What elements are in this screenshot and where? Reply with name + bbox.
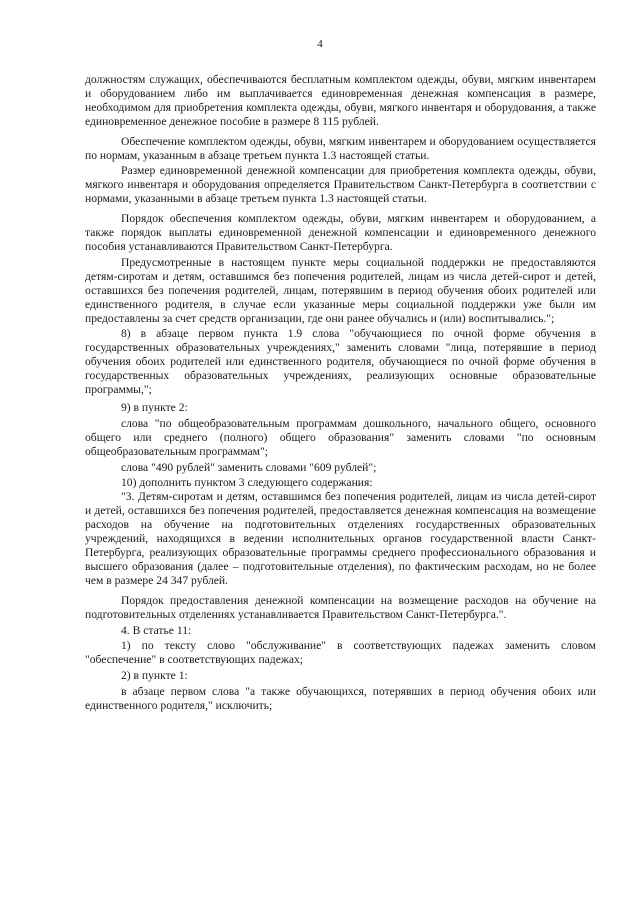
paragraph-compensation-procedure: Порядок предоставления денежной компенсации на возмещение расходов на обучение на подготовительных отделениях устанавливается Правительством Санкт-Петербурга.". [85,593,596,621]
paragraph-article-11: 4. В статье 11: [121,623,192,637]
paragraph-clause-3: "3. Детям-сиротам и детям, оставшимся без попечения родителей, лицам из числа детей-сирот и детей, оставшихся без попечения родителей, предоставляется денежная компенсация на возмещение расходов на обучение на подготовительных отделениях государственных образовательных учреждений, находящихся в ведении исполнительных органов государственной власти Санкт-Петербурга, реализующих образовательные программы среднего профессионального образования и высшего образования (далее – подготовительные отделения), по фактическим расходам, но не более чем в размере 24 347 рублей. [85,490,596,587]
paragraph-support-exclusion: Предусмотренные в настоящем пункте меры социальной поддержки не предоставляются детям-сиротам и детям, оставшимся без попечения родителей, лицам из числа детей-сирот и детей, оставшихся без попечения родителей, лицам, потерявшим в период обучения обоих родителей или единственного родителя, в случае если указанные меры социальной поддержки уже были им предоставлены за счет средств организации, где они ранее обучались и (или) воспитывались."; [85,255,596,325]
paragraph-item-8: 8) в абзаце первом пункта 1.9 слова "обучающиеся по очной форме обучения в государственных образовательных учреждениях," заменить словами "лица, потерявшие в период обучения обоих родителей или единственного родителя, обучающиеся по очной форме обучения в государственных образовательных учреждениях, реализующих основные образовательные программы,"; [85,327,596,397]
paragraph-continuation: должностям служащих, обеспечиваются бесплатным комплектом одежды, обуви, мягким инвентарем и оборудованием либо им выплачивается единовременная денежная компенсация в размере, необходимом для приобретения комплекта одежды, обуви, мягкого инвентаря и оборудования, а также единовременное денежное пособие в размере 8 115 рублей. [85,73,596,128]
page-number: 4 [317,38,323,50]
paragraph-provision-norms: Обеспечение комплектом одежды, обуви, мягким инвентарем и оборудованием осуществляется по нормам, указанным в абзаце третьем пункта 1.3 настоящей статьи. [85,134,596,162]
paragraph-item-10: 10) дополнить пунктом 3 следующего содержания: [121,476,373,490]
paragraph-item-9-amount: слова "490 рублей" заменить словами "609 рублей"; [121,460,377,474]
paragraph-article-11-item-1: 1) по тексту слово "обслуживание" в соответствующих падежах заменить словом "обеспечение" в соответствующих падежах; [85,639,596,667]
paragraph-compensation-size: Размер единовременной денежной компенсации для приобретения комплекта одежды, обуви, мягкого инвентаря и оборудования определяется Правительством Санкт-Петербурга в соответствии с нормами, указанными в абзаце третьем пункта 1.3 настоящей статьи. [85,164,596,206]
paragraph-article-11-item-2: 2) в пункте 1: [121,669,188,683]
paragraph-item-9: 9) в пункте 2: [121,400,188,414]
document-body [85,73,596,713]
paragraph-item-9-words: слова "по общеобразовательным программам дошкольного, начального общего, основного общего или среднего (полного) общего образования" заменить словами "по основным общеобразовательным программам"; [85,416,596,458]
paragraph-article-11-item-2-text: в абзаце первом слова "а также обучающихся, потерявших в период обучения обоих или единственного родителя," исключить; [85,685,596,713]
paragraph-provision-procedure: Порядок обеспечения комплектом одежды, обуви, мягким инвентарем и оборудованием, а также порядок выплаты единовременной денежной компенсации и единовременного денежного пособия устанавливаются Правительством Санкт-Петербурга. [85,212,596,253]
